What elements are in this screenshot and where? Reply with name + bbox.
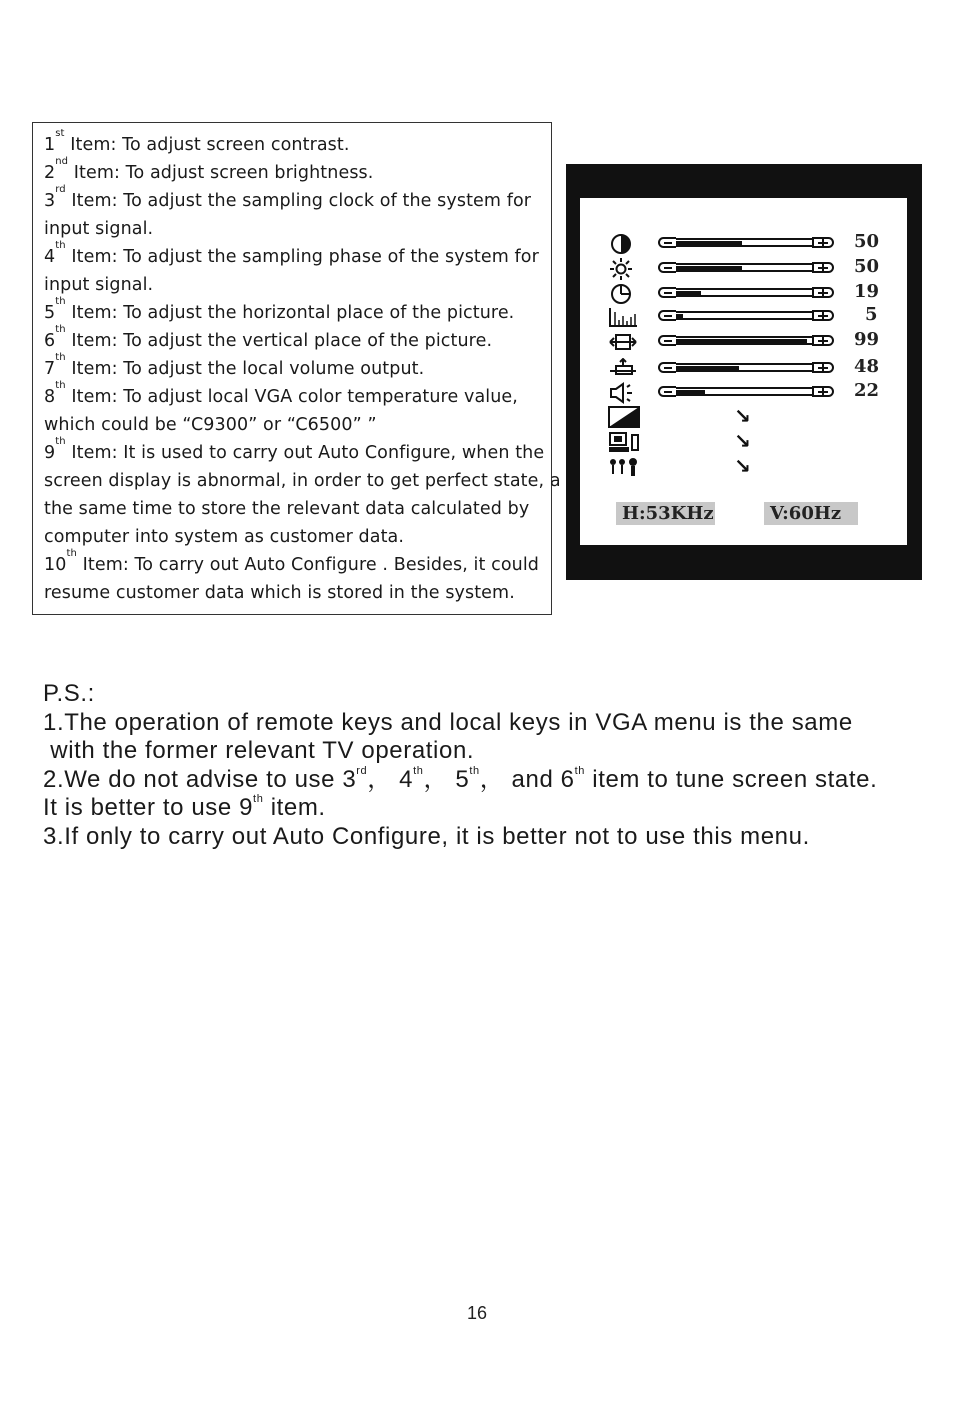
osd-slider-value: 50 [854,256,880,277]
minus-icon[interactable] [658,262,676,273]
reset-icon [608,456,642,478]
plus-icon[interactable] [812,262,834,273]
item-text: Item: To adjust local VGA color temperature value, [65,387,518,407]
item-ordinal-suffix: th [55,240,66,251]
osd-slider-row[interactable] [608,358,898,382]
minus-icon[interactable] [658,310,676,321]
osd-slider[interactable] [658,287,834,300]
item-ordinal-suffix: th [55,380,66,391]
osd-slider-row[interactable] [608,233,898,257]
contrast-icon [608,233,642,255]
item-number: 3 [44,191,56,211]
volume-icon [608,382,642,404]
osd-slider-value: 22 [854,380,880,401]
item-line [44,352,574,383]
enter-arrow-icon[interactable]: ↘ [734,404,751,428]
item-text: Item: To adjust the sampling clock of the system for [65,191,532,211]
item-text: Item: To adjust the horizontal place of the picture. [65,303,515,323]
osd-slider-row[interactable] [608,258,898,282]
osd-slider-value: 19 [854,281,880,302]
ps-note-2: 2.We do not advise to use 3rd， 4th， 5th， and 6th item to tune screen state. [43,764,878,793]
slider-fill [676,241,742,246]
item-text: resume customer data which is stored in the system. [44,583,515,603]
item-descriptions-box [32,122,561,615]
item-text: Item: To adjust the local volume output. [65,359,425,379]
item-number: 2 [44,163,56,183]
item-text: computer into system as customer data. [44,527,405,547]
item-text: which could be “C9300” or “C6500” ” [44,415,377,435]
item-line [44,495,574,523]
osd-menu-panel [580,198,907,545]
slider-track [676,387,812,396]
item-ordinal-suffix: th [66,548,77,559]
item-text: input signal. [44,275,154,295]
item-number: 1 [44,135,56,155]
plus-icon[interactable] [812,310,834,321]
item-line [44,523,574,551]
osd-slider-row[interactable] [608,382,898,406]
item-number: 8 [44,387,56,407]
item-ordinal-suffix: th [55,324,66,335]
item-line [44,467,564,495]
item-text: the same time to store the relevant data calculated by [44,499,530,519]
item-line [44,436,574,467]
auto-config-icon [608,431,642,453]
slider-fill [676,390,705,395]
item-text: Item: To carry out Auto Configure . Besides, it could [76,555,539,575]
item-ordinal-suffix: th [55,436,66,447]
item-text: input signal. [44,219,154,239]
slider-track [676,238,812,247]
h-position-icon [608,331,642,353]
slider-fill [676,266,742,271]
osd-slider[interactable] [658,310,834,323]
item-ordinal-suffix: rd [55,184,66,195]
minus-icon[interactable] [658,386,676,397]
plus-icon[interactable] [812,237,834,248]
slider-fill [676,339,807,344]
minus-icon[interactable] [658,287,676,298]
enter-arrow-icon[interactable]: ↘ [734,454,751,478]
slider-track [676,288,812,297]
item-line [44,215,574,243]
item-text: Item: To adjust screen brightness. [68,163,374,183]
page-number: 16 [466,1303,488,1323]
item-number: 5 [44,303,56,323]
item-ordinal-suffix: th [55,352,66,363]
slider-track [676,336,812,345]
osd-slider[interactable] [658,386,834,399]
osd-slider[interactable] [658,335,834,348]
item-text: Item: To adjust the sampling phase of the system for [65,247,539,267]
item-number: 4 [44,247,56,267]
h-frequency-label: H:53KHz [616,502,715,525]
ps-note-2-cont: It is better to use 9th item. [43,793,326,821]
item-text: Item: To adjust screen contrast. [64,135,350,155]
ps-note-3: 3.If only to carry out Auto Configure, it is better not to use this menu. [43,822,810,850]
item-ordinal-suffix: nd [55,156,69,167]
color-temp-icon [608,406,642,428]
item-line [44,411,574,439]
osd-slider-value: 50 [854,231,880,252]
item-list [44,128,574,607]
ps-note-1: 1.The operation of remote keys and local keys in VGA menu is the same [43,708,853,736]
ps-heading: P.S.: [43,680,95,707]
osd-slider[interactable] [658,262,834,275]
plus-icon[interactable] [812,335,834,346]
brightness-icon [608,258,642,280]
item-number: 6 [44,331,56,351]
osd-action-row[interactable] [608,431,898,455]
osd-slider-row[interactable] [608,306,898,330]
plus-icon[interactable] [812,362,834,373]
item-line [44,184,574,215]
item-number: 9 [44,443,56,463]
item-line [44,128,574,159]
item-line [44,156,574,187]
slider-fill [676,291,701,296]
osd-action-row[interactable] [608,456,898,480]
minus-icon[interactable] [658,237,676,248]
slider-track [676,311,812,320]
item-line [44,271,574,299]
osd-slider[interactable] [658,237,834,250]
clock-icon [608,283,642,305]
v-position-icon [608,358,642,380]
osd-slider[interactable] [658,362,834,375]
vga-osd-screenshot [566,164,922,580]
slider-track [676,363,812,372]
item-line [44,324,574,355]
slider-fill [676,314,683,319]
item-number: 10 [44,555,67,575]
minus-icon[interactable] [658,335,676,346]
item-ordinal-suffix: th [55,296,66,307]
item-number: 7 [44,359,56,379]
osd-slider-value: 5 [865,304,878,325]
item-line [44,579,574,607]
osd-slider-row[interactable] [608,331,898,355]
item-text: screen display is abnormal, in order to get perfect state, a [44,471,561,491]
item-line [44,240,574,271]
phase-icon [608,306,642,328]
plus-icon[interactable] [812,287,834,298]
ps-notes [43,680,923,851]
osd-action-row[interactable] [608,406,898,430]
osd-slider-value: 99 [854,329,880,350]
v-frequency-label: V:60Hz [764,502,858,525]
item-ordinal-suffix: st [55,128,65,139]
slider-fill [676,366,739,371]
minus-icon[interactable] [658,362,676,373]
ps-note-1-cont: with the former relevant TV operation. [43,737,475,764]
item-text: Item: It is used to carry out Auto Configure, when the [65,443,545,463]
item-line [44,548,574,579]
osd-slider-value: 48 [854,356,880,377]
item-text: Item: To adjust the vertical place of the picture. [65,331,493,351]
slider-track [676,263,812,272]
item-line [44,380,574,411]
plus-icon[interactable] [812,386,834,397]
item-line [44,296,574,327]
enter-arrow-icon[interactable]: ↘ [734,429,751,453]
